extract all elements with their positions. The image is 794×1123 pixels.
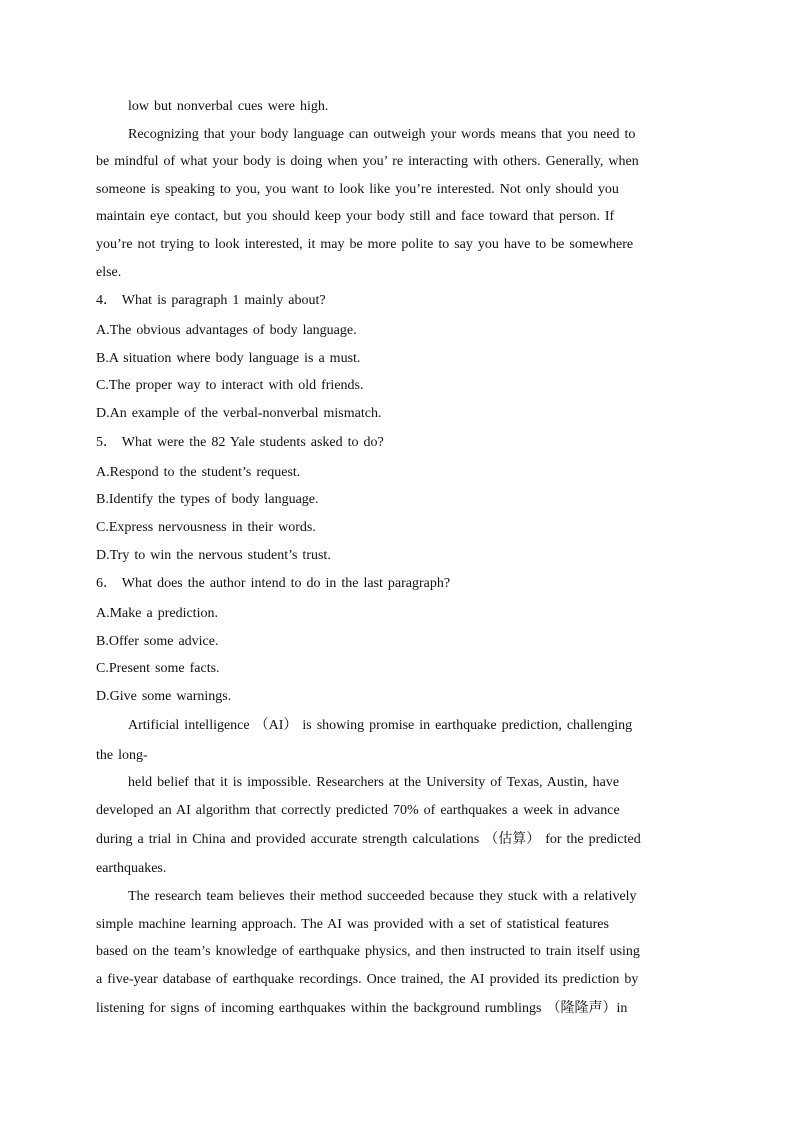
question-option: B.Identify the types of body language. <box>96 492 319 507</box>
passage-line: developed an AI algorithm that correctly predicted 70% of earthquakes a week in advance <box>96 803 620 818</box>
passage-line: low but nonverbal cues were high. <box>128 99 329 114</box>
passage-line: the long- <box>96 748 148 763</box>
passage-line: you’re not trying to look interested, it may be more polite to say you have to be somewhere <box>96 237 634 252</box>
passage-line: be mindful of what your body is doing when you’ re interacting with others. Generally, when <box>96 154 639 169</box>
passage-line: maintain eye contact, but you should keep your body still and face toward that person. If <box>96 209 615 224</box>
question-option: B.A situation where body language is a must. <box>96 351 361 366</box>
question-stem: 6． What does the author intend to do in the last paragraph? <box>96 576 451 591</box>
question-option: A.Respond to the student’s request. <box>96 465 301 480</box>
passage-line: earthquakes. <box>96 861 167 876</box>
question-option: A.The obvious advantages of body language. <box>96 323 357 338</box>
question-stem: 5． What were the 82 Yale students asked to do? <box>96 435 384 450</box>
passage-line: held belief that it is impossible. Researchers at the University of Texas, Austin, have <box>128 775 620 790</box>
question-option: D.Give some warnings. <box>96 689 232 704</box>
question-stem: 4． What is paragraph 1 mainly about? <box>96 293 326 308</box>
passage-line: a five-year database of earthquake recordings. Once trained, the AI provided its prediction by <box>96 972 639 987</box>
question-option: B.Offer some advice. <box>96 634 219 649</box>
passage-line: during a trial in China and provided accurate strength calculations （估算） for the predicted <box>96 832 641 847</box>
passage-line: Artificial intelligence （AI） is showing promise in earthquake prediction, challenging <box>128 718 633 733</box>
passage-line: else. <box>96 265 122 280</box>
passage-line: The research team believes their method succeeded because they stuck with a relatively <box>128 889 637 904</box>
passage-line: listening for signs of incoming earthquakes within the background rumblings （隆隆声）in <box>96 1001 628 1016</box>
question-option: D.Try to win the nervous student’s trust. <box>96 548 331 563</box>
question-option: C.Express nervousness in their words. <box>96 520 316 535</box>
question-option: D.An example of the verbal-nonverbal mismatch. <box>96 406 382 421</box>
question-option: C.The proper way to interact with old friends. <box>96 378 364 393</box>
passage-line: based on the team’s knowledge of earthquake physics, and then instructed to train itself using <box>96 944 640 959</box>
question-option: A.Make a prediction. <box>96 606 218 621</box>
passage-line: simple machine learning approach. The AI was provided with a set of statistical features <box>96 917 609 932</box>
question-option: C.Present some facts. <box>96 661 220 676</box>
passage-line: Recognizing that your body language can outweigh your words means that you need to <box>128 127 636 142</box>
passage-line: someone is speaking to you, you want to look like you’re interested. Not only should you <box>96 182 619 197</box>
